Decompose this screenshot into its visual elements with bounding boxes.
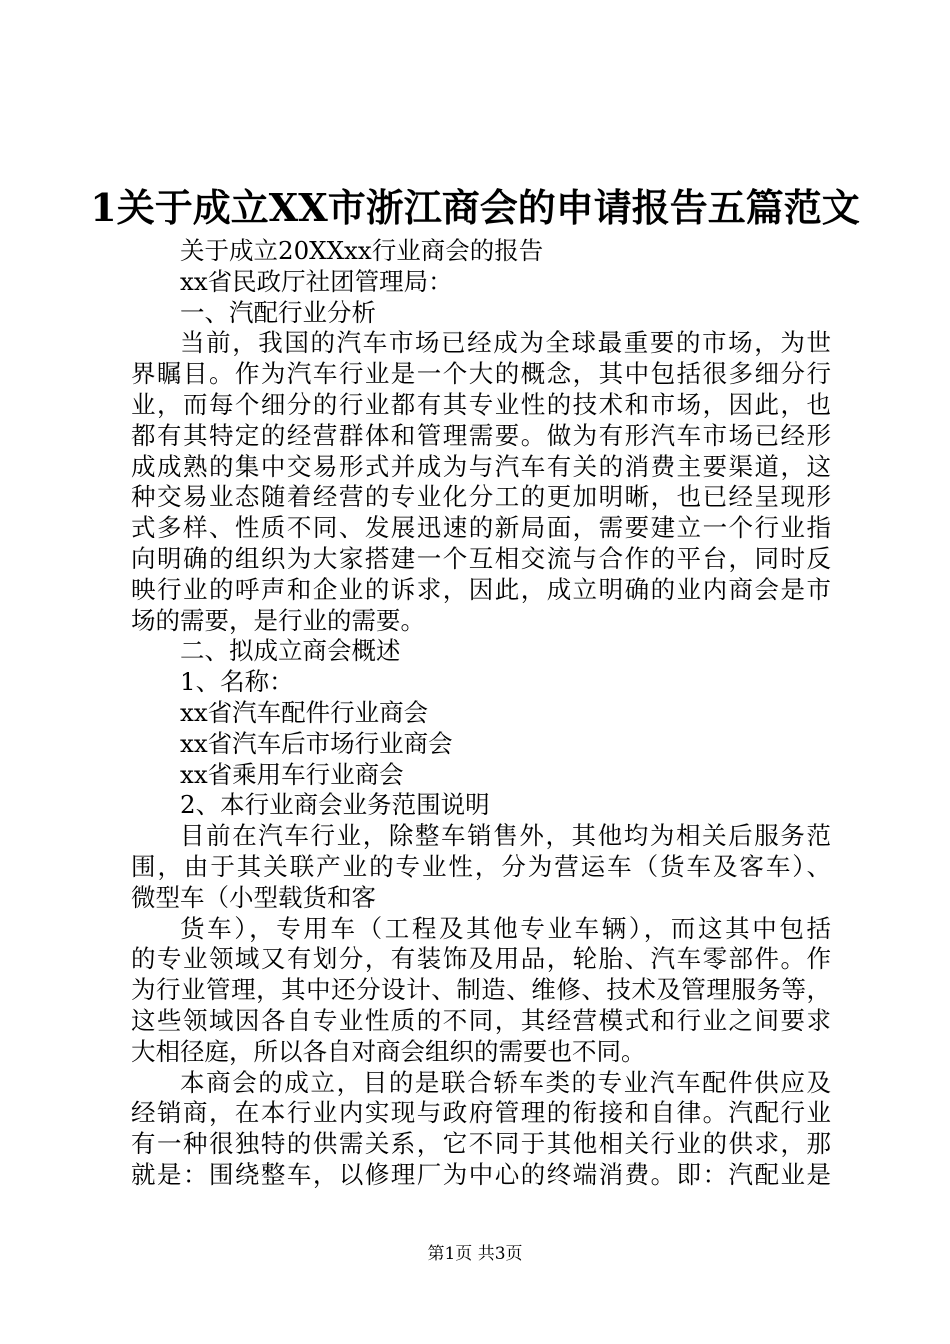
text-line: 映行业的呼声和企业的诉求，因此，成立明确的业内商会是市 [131, 574, 831, 604]
text-line: 大相径庭，所以各自对商会组织的需要也不同。 [131, 1036, 646, 1066]
text-line: 有一种很独特的供需关系，它不同于其他相关行业的供求，那 [131, 1129, 831, 1159]
text-line: 为行业管理，其中还分设计、制造、维修、技术及管理服务等， [131, 975, 831, 1005]
text-line: 种交易业态随着经营的专业化分工的更加明晰，也已经呈现形 [131, 482, 831, 512]
text-line: 场的需要，是行业的需要。 [131, 605, 425, 635]
text-line: 业，而每个细分的行业都有其专业性的技术和市场，因此，也 [131, 389, 831, 419]
text-line: xx省乘用车行业商会 [180, 759, 404, 789]
text-line: 微型车（小型载货和客 [131, 882, 376, 912]
text-line: 的专业领域又有划分，有装饰及用品，轮胎、汽车零部件。作 [131, 944, 831, 974]
text-line: 本商会的成立，目的是联合轿车类的专业汽车配件供应及 [180, 1067, 831, 1097]
text-line: xx省汽车配件行业商会 [180, 697, 429, 727]
page-number: 第1页 共3页 [427, 1244, 523, 1264]
text-line: 成成熟的集中交易形式并成为与汽车有关的消费主要渠道，这 [131, 451, 831, 481]
text-line: 2、本行业商会业务范围说明 [180, 790, 490, 820]
text-line: xx省民政厅社团管理局： [180, 266, 453, 296]
text-line: 式多样、性质不同、发展迅速的新局面，需要建立一个行业指 [131, 513, 831, 543]
text-line: 经销商，在本行业内实现与政府管理的衔接和自律。汽配行业 [131, 1098, 831, 1128]
text-line: 就是：围绕整车，以修理厂为中心的终端消费。即：汽配业是 [131, 1159, 831, 1189]
document-title: 1关于成立XX市浙江商会的申请报告五篇范文 [90, 185, 860, 230]
document-body [131, 236, 831, 1191]
section-heading: 一、汽配行业分析 [180, 297, 376, 327]
text-line: 当前，我国的汽车市场已经成为全球最重要的市场，为世 [180, 328, 831, 358]
text-line: 围，由于其关联产业的专业性，分为营运车（货车及客车）、 [131, 851, 831, 881]
text-line: 都有其特定的经营群体和管理需要。做为有形汽车市场已经形 [131, 420, 831, 450]
text-line: 目前在汽车行业，除整车销售外，其他均为相关后服务范 [180, 821, 831, 851]
text-line: 货车），专用车（工程及其他专业车辆），而这其中包括 [180, 913, 831, 943]
section-heading: 二、拟成立商会概述 [180, 636, 401, 666]
text-line: xx省汽车后市场行业商会 [180, 728, 453, 758]
text-line: 关于成立20XXxx行业商会的报告 [180, 236, 544, 265]
text-line: 这些领域因各自专业性质的不同，其经营模式和行业之间要求 [131, 1005, 831, 1035]
text-line: 1、名称： [180, 667, 294, 697]
text-line: 界瞩目。作为汽车行业是一个大的概念，其中包括很多细分行 [131, 359, 831, 389]
text-line: 向明确的组织为大家搭建一个互相交流与合作的平台，同时反 [131, 543, 831, 573]
